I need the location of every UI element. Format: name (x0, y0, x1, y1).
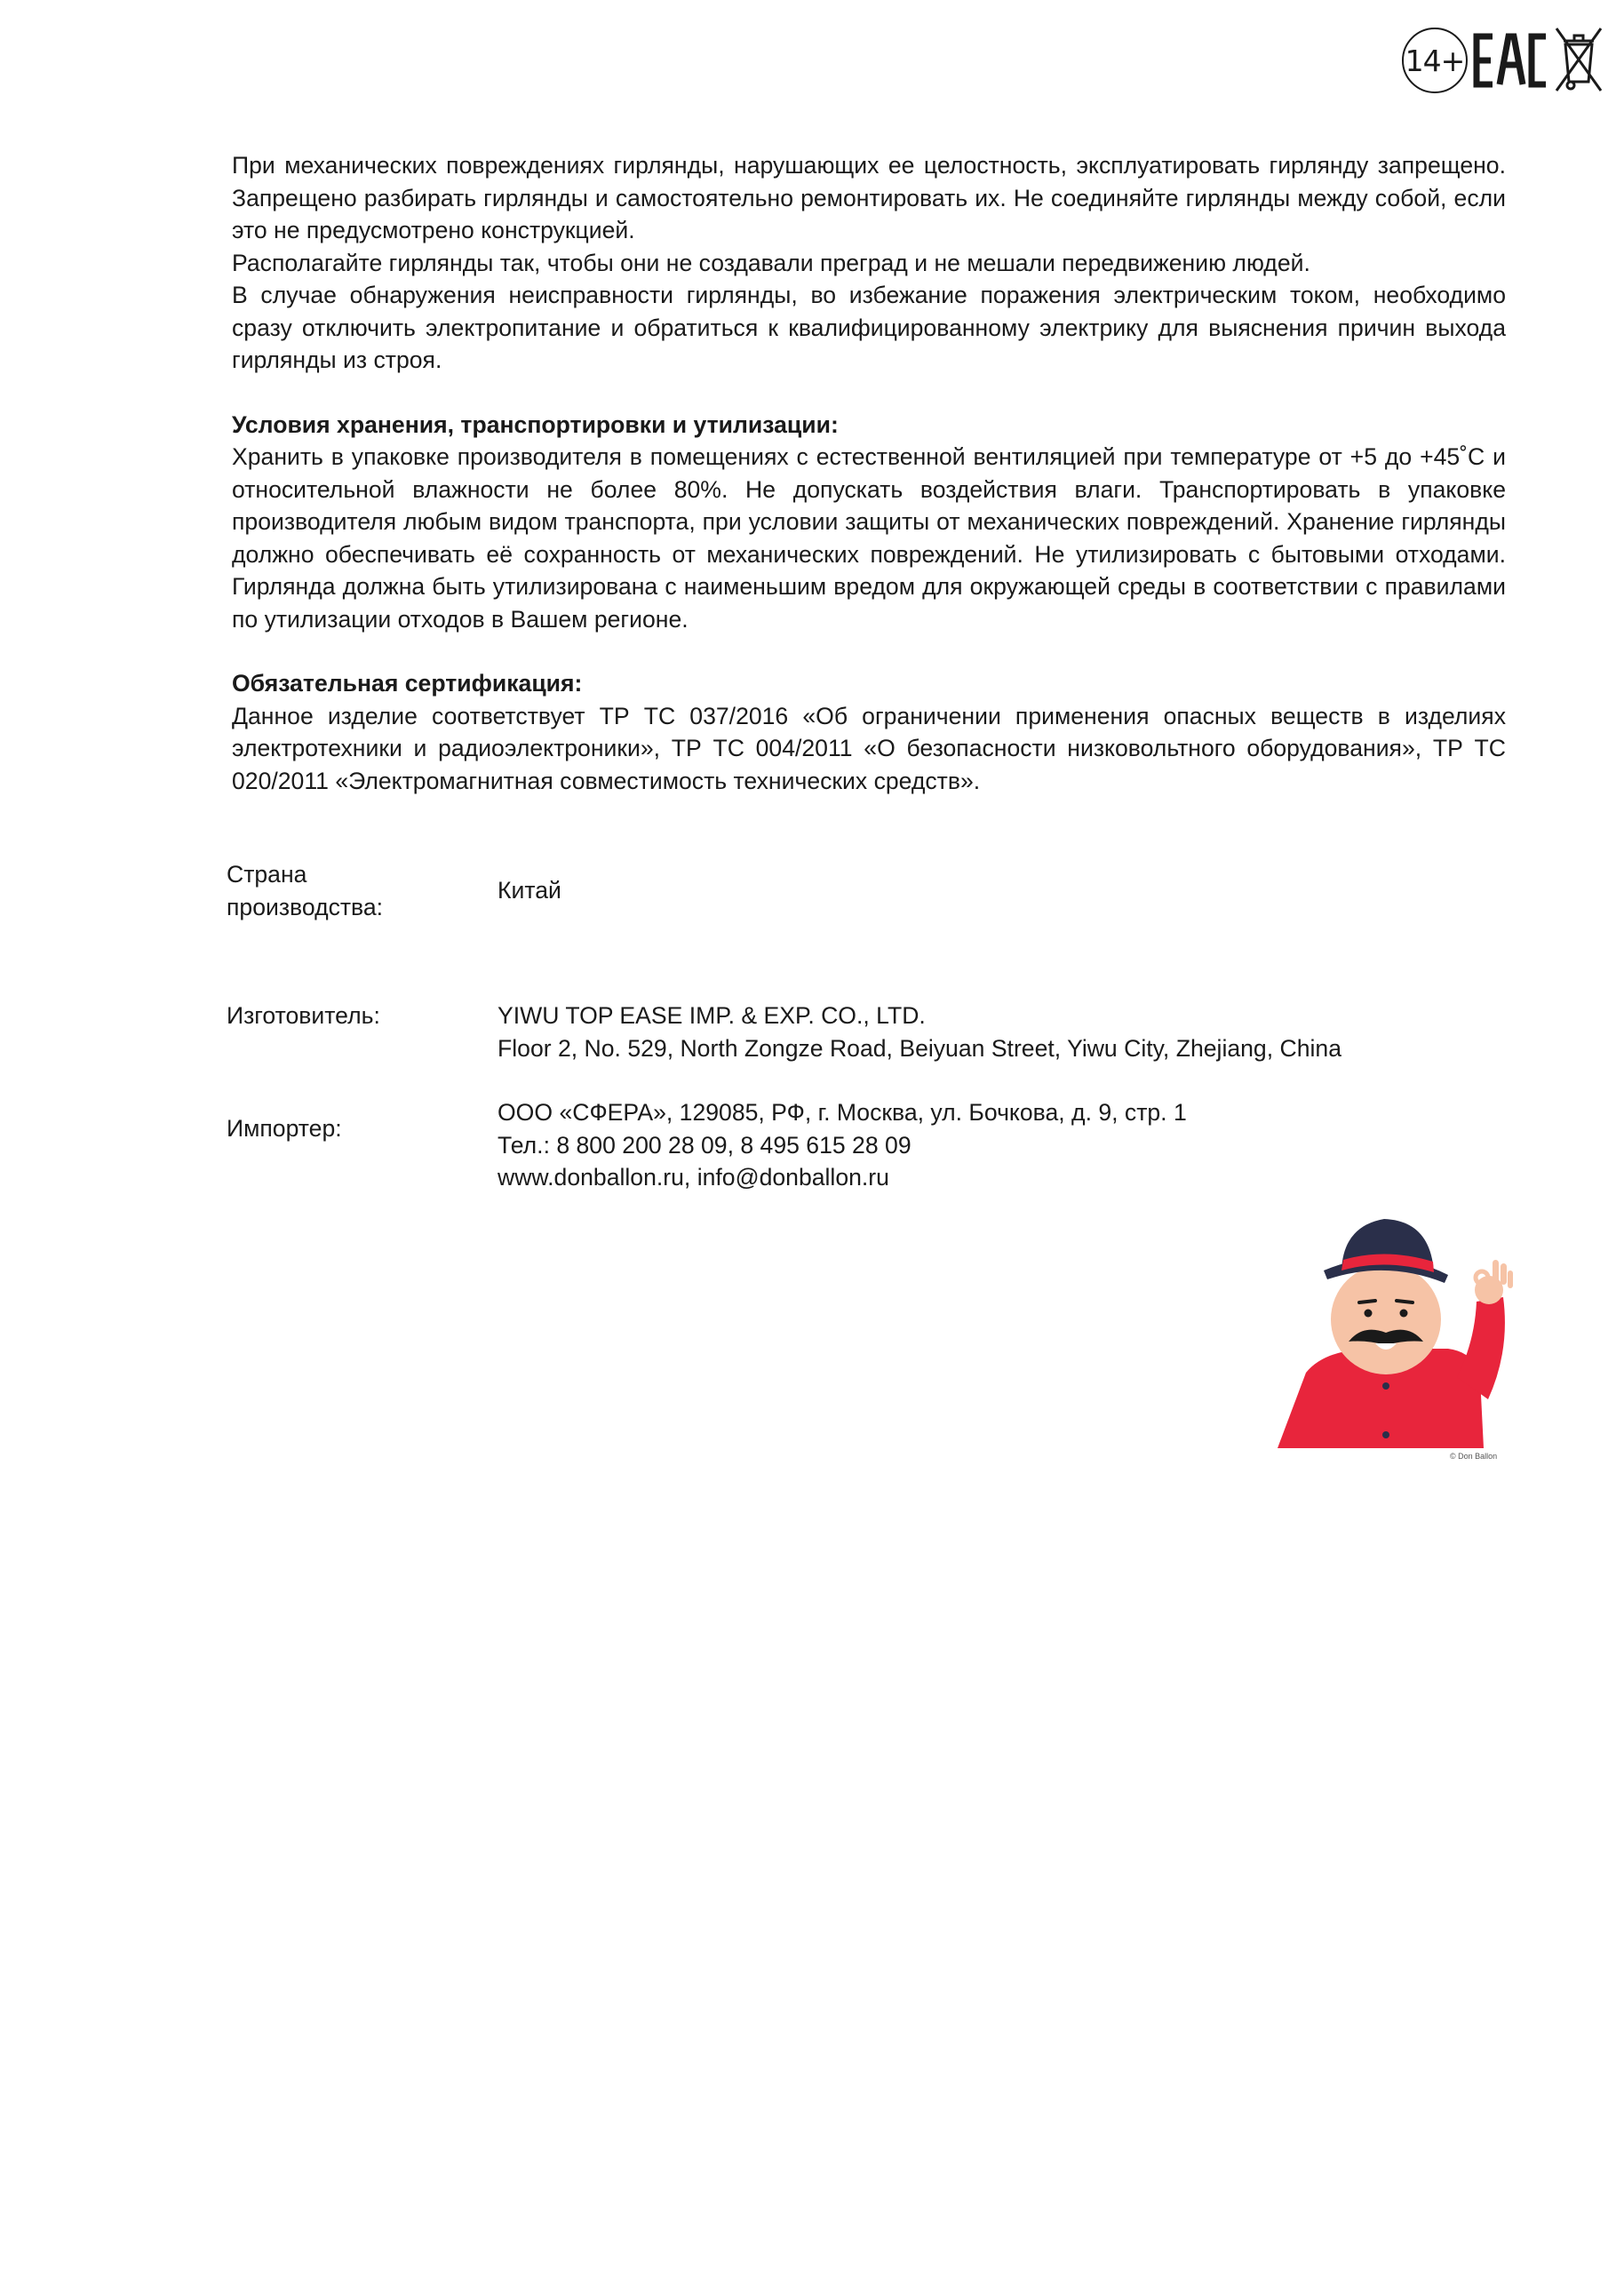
certification-marks (1402, 25, 1604, 96)
manufacturer-name: YIWU TOP EASE IMP. & EXP. CO., LTD. (498, 1002, 926, 1029)
don-ballon-mascot-illustration (1270, 1208, 1555, 1475)
manufacturer-address: Floor 2, No. 529, North Zongze Road, Beiyuan Street, Yiwu City, Zhejiang, China (498, 1034, 1341, 1062)
malfunction-paragraph: В случае обнаружения неисправности гирлянды, во избежание поражения электрическим током, необходимо сразу отключить электропитание и обратиться к квалифицированному электрику для выяснения причин выхода гирлянды из строя. (232, 282, 1506, 373)
certification-paragraph: Данное изделие соответствует ТР ТС 037/2016 «Об ограничении применения опасных веществ в изделиях электротехники и радиоэлектроники», ТР ТС 004/2011 «О безопасности низковольтного оборудования», ТР ТС 020/2011 «Электромагнитная совместимость технических средств». (232, 702, 1506, 794)
placement-paragraph: Располагайте гирлянды так, чтобы они не создавали преград и не мешали передвижению людей. (232, 249, 1310, 276)
importer-label: Импортер: (227, 1115, 342, 1142)
instructions-text (232, 149, 1506, 797)
country-label: Страна производства: (227, 861, 384, 920)
storage-paragraph: Хранить в упаковке производителя в помещениях с естественной вентиляцией при температуре от +5 до +45˚С и относительной влажности не более 80%. Не допускать воздействия влаги. Транспортировать в упаковке производителя любым видом транспорта, при условии защиты от механических повреждений. Хранение гирлянды должно обеспечивать её сохранность от механических повреждений. Не утилизировать с бытовыми отходами. Гирлянда должна быть утилизирована с наименьшим вредом для окружающей среды в соответствии с правилами по утилизации отходов в Вашем регионе. (232, 443, 1506, 633)
eac-mark-icon (1473, 29, 1548, 92)
damage-warning-paragraph: При механических повреждениях гирлянды, нарушающих ее целостность, эксплуатировать гирлянду запрещено. Запрещено разбирать гирлянды и самостоятельно ремонтировать их. Не соединяйте гирлянды между собой, если это не предусмотрено конструкцией. (232, 152, 1506, 243)
manufacturer-label: Изготовитель: (227, 1002, 380, 1029)
age-rating-badge: 14+ (1402, 28, 1468, 93)
importer-name: ООО «СФЕРА», 129085, РФ, г. Москва, ул. Бочкова, д. 9, стр. 1 (498, 1099, 1187, 1126)
manufacturer-value (498, 1000, 1475, 1064)
country-value: Китай (498, 877, 561, 904)
certification-heading: Обязательная сертификация: (232, 670, 583, 697)
importer-phone: Тел.: 8 800 200 28 09, 8 495 615 28 09 (498, 1131, 912, 1159)
importer-value (498, 1096, 1475, 1194)
mascot-credit: © Don Ballon (1450, 1452, 1498, 1461)
importer-web: www.donballon.ru, info@donballon.ru (498, 1164, 889, 1191)
crossed-out-wheelie-bin-icon (1553, 25, 1604, 96)
storage-heading: Условия хранения, транспортировки и утилизации: (232, 410, 839, 438)
